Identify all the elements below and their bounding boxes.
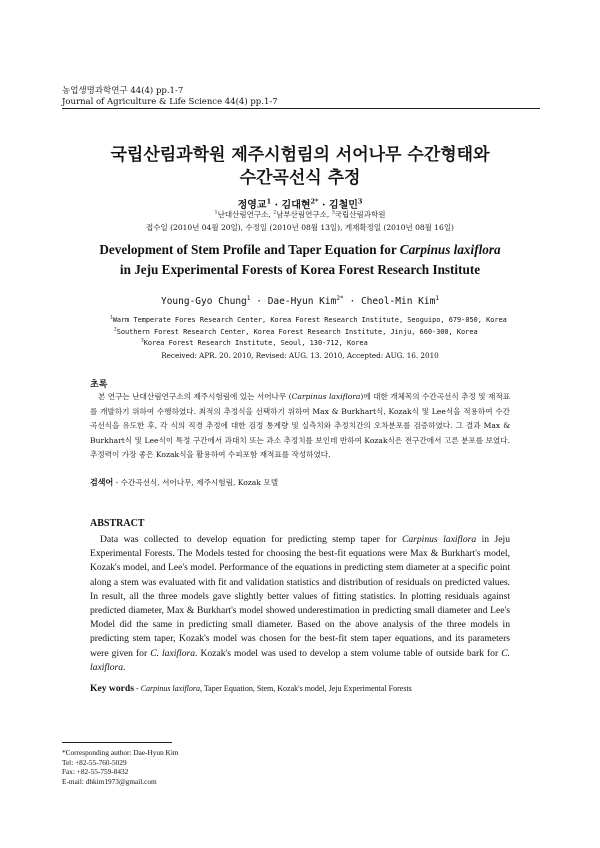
keywords-ko-text: - 수간곡선식, 서어나무, 제주시험림, Kozak 모델 (115, 478, 279, 487)
journal-line-ko: 농업생명과학연구 44(4) pp.1-7 (62, 86, 184, 96)
abstract-ko-heading: 초록 (90, 380, 108, 390)
keywords-en-text: , Taper Equation, Stem, Kozak's model, Jeju Experimental Forests (199, 684, 412, 693)
footnote (62, 748, 179, 786)
dates-en: Received: APR. 20. 2010, Revised: AUG. 13. 2010, Accepted: AUG. 16. 2010 (161, 351, 439, 360)
footnote-fax: Fax: +82-55-759-8432 (62, 767, 129, 776)
species-name: Carpinus laxiflora (140, 684, 200, 693)
author-en: Cheol-Min Kim (360, 296, 436, 307)
author-ko: 김대현 (281, 200, 311, 211)
corresponding-author: *Corresponding author: Dae-Hyun Kim (62, 748, 179, 757)
author-en: Dae-Hyun Kim (267, 296, 337, 307)
abstract-ko-body: 본 연구는 난대산림연구소의 제주시험림에 있는 서어나무 (Carpinus laxiflora)에 대한 개체목의 수간곡선식 추정 및 재적표를 개발하기 위하여 수행하였다. 최적의 추정식을 선택하기 위하여 Max & Burkhart식, Kozak식 및 Lee식을 적용하여 수간곡선식을 유도한 후, 각 식의 직경 추정에 대한 검정 통계량 및 실측치와 추정치간의 오차분포를 검증하였다. 그 결과 Max & Burkhart식 및 Lee식이 특정 구간에서 과대치 또는 과소 추정치를 보인데 반하여 Kozak식은 전구간에서 고른 분포를 보였다. 추정력이 가장 좋은 Kozak식을 활용하여 수피포함 재적표를 작성하였다. (90, 392, 510, 459)
species-name: Carpinus laxiflora (399, 242, 501, 257)
keywords-ko (90, 477, 278, 488)
title-en-line1: Development of Stem Profile and Taper Equation for Carpinus laxiflora (99, 242, 501, 257)
author-ko: 정영교 (237, 200, 267, 211)
author-ko: 김철민 (328, 200, 358, 211)
title-ko (40, 144, 560, 190)
abstract-en-heading: ABSTRACT (90, 518, 145, 529)
journal-header (62, 86, 278, 108)
affiliations-ko: $^1$난대산림연구소, $^2$남부산림연구소, $^3$국립산림과학원 (214, 209, 386, 219)
affiliation-line: $^2$Southern Forest Research Center, Korea Forest Research Institute, Jinju, 660-300, Korea (114, 327, 478, 336)
header-rule (62, 108, 540, 109)
journal-line-en: Journal of Agriculture & Life Science 44(4) pp.1-7 (62, 97, 278, 107)
footnote-tel: Tel: +82-55-760-5029 (62, 757, 127, 767)
affiliations-en (110, 315, 507, 350)
keywords-ko-label: 검색어 (90, 478, 114, 487)
keywords-en: Key words - Carpinus laxiflora, Taper Equation, Stem, Kozak's model, Jeju Experimental Forests (90, 683, 412, 694)
title-en (40, 240, 560, 280)
authors-ko: 정영교$^1$ · 김대현$^{2*}$ · 김철민$^3$ (237, 197, 363, 211)
affiliation-line: $^1$Warm Temperate Fores Research Center, Korea Forest Research Institute, Seoguipo, 679-050, Korea (110, 315, 507, 324)
title-ko-line2: 수간곡선식 추정 (239, 168, 361, 188)
abstract-en-body: Data was collected to develop equation for predicting stemp taper for Carpinus laxiflora in Jeju Experimental Forests. The Models tested for choosing the best-fit equations were Max & Burkhart's model, Kozak's model, and Lee's model. Performance of the equations in predicting stem diameter at a specific point along a stem was evaluated with fit and validation statistics and distribution of residuals on predicted values. In result, all the three models gave slightly better values of fitting statistics. In plotting residuals against predicted diameter, Max & Burkhart's model showed underestimation in predicting small diameter and Lee's Model did the same in predicting small diameter. Based on the above analysis of the three models in predicting stem taper, Kozak's model was chosen for the best-fit stem taper equations, and its parameters were given for C. laxiflora. Kozak's model was used to develop a stem volume table of outside bark for C. laxiflora. (90, 534, 511, 673)
species-name: Carpinus laxiflora (401, 534, 477, 545)
author-en: Young-Gyo Chung (160, 296, 247, 307)
affiliation-line: $^3$Korea Forest Research Institute, Seoul, 130-712, Korea (141, 338, 368, 347)
keywords-en-label: Key words (90, 683, 134, 694)
footnote-email: E-mail: dhkim1973@gmail.com (62, 776, 157, 786)
footnote-rule (62, 742, 172, 743)
title-ko-line1: 국립산림과학원 제주시험림의 서어나무 수간형태와 (110, 145, 490, 165)
species-name: Carpinus laxiflora (291, 392, 361, 401)
species-name: C. laxiflora (90, 647, 510, 673)
species-name: C. laxiflora (150, 647, 196, 659)
authors-en: Young-Gyo Chung$^1$ · Dae-Hyun Kim$^{2*}$ · Cheol-Min Kim$^1$ (160, 294, 440, 307)
title-en-line2: in Jeju Experimental Forests of Korea Forest Research Institute (119, 262, 481, 277)
dates-ko: 접수일 (2010년 04월 20일), 수정일 (2010년 08월 13일), 게재확정일 (2010년 08월 16일) (146, 223, 454, 232)
